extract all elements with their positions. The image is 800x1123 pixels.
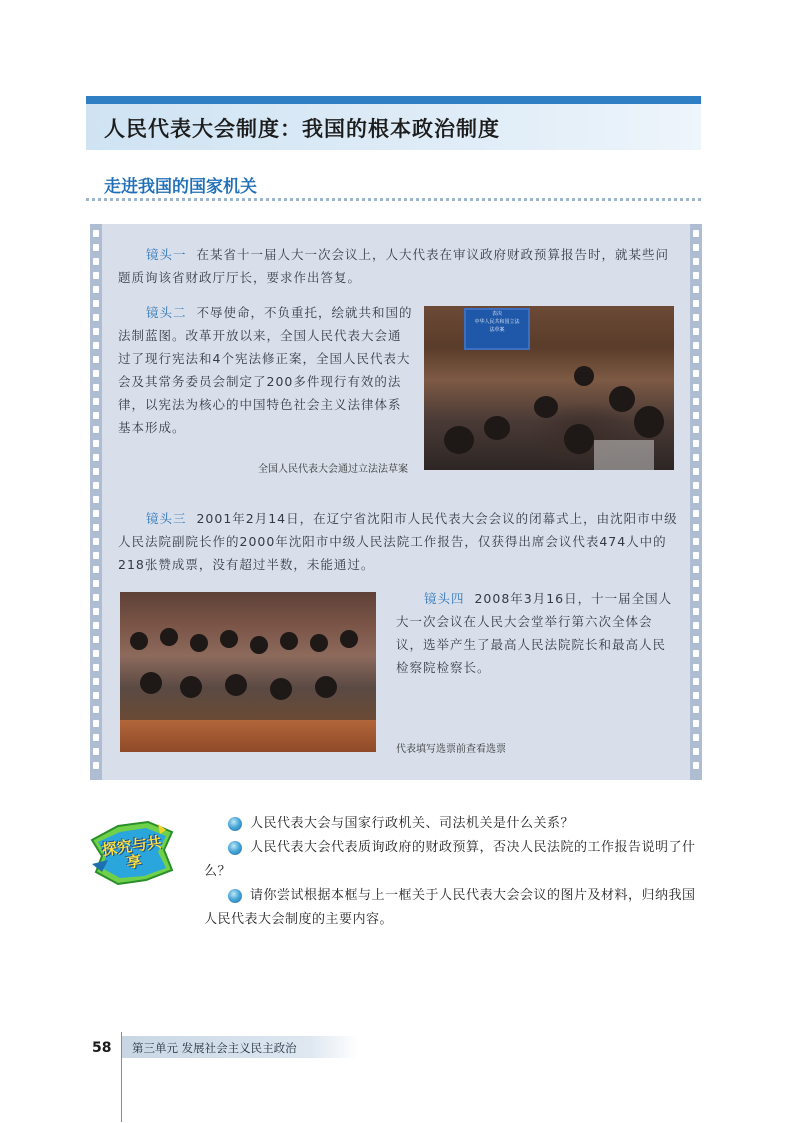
film-sprocket-hole [93, 384, 99, 391]
film-sprocket-hole [93, 496, 99, 503]
photo-1-caption: 全国人民代表大会通过立法法草案 [258, 464, 408, 475]
film-sprocket-hole [93, 734, 99, 741]
film-sprocket-hole [693, 314, 699, 321]
film-sprocket-hole [93, 468, 99, 475]
photo-2-caption: 代表填写选票前查看选票 [396, 744, 506, 755]
film-sprocket-hole [693, 692, 699, 699]
film-sprocket-hole [693, 678, 699, 685]
film-sprocket-hole [693, 426, 699, 433]
film-strip-left [90, 224, 102, 780]
film-sprocket-hole [693, 244, 699, 251]
film-sprocket-hole [693, 622, 699, 629]
shot-3-label: 镜头三 [146, 511, 187, 526]
film-sprocket-hole [93, 258, 99, 265]
question-3: 请你尝试根据本框与上一框关于人民代表大会会议的图片及材料，归纳我国人民代表大会制度的主要内容。 [204, 888, 696, 927]
shot-3 [118, 507, 678, 576]
film-sprocket-hole [93, 608, 99, 615]
film-sprocket-hole [693, 524, 699, 531]
shot-1 [118, 243, 678, 289]
header-stripe [86, 96, 701, 104]
film-sprocket-hole [93, 566, 99, 573]
film-sprocket-hole [693, 272, 699, 279]
section-title: 走进我国的国家机关 [104, 177, 257, 197]
film-sprocket-hole [93, 398, 99, 405]
film-sprocket-hole [93, 370, 99, 377]
film-sprocket-hole [693, 258, 699, 265]
photo-voting-screen: 表决 中华人民共和国立法 法草案 [464, 308, 530, 350]
shot-4 [396, 587, 678, 679]
film-sprocket-hole [93, 622, 99, 629]
dotted-divider [86, 198, 701, 201]
film-sprocket-hole [93, 286, 99, 293]
question-2: 人民代表大会代表质询政府的财政预算，否决人民法院的工作报告说明了什么？ [204, 840, 696, 879]
film-sprocket-hole [693, 734, 699, 741]
film-sprocket-hole [693, 748, 699, 755]
film-sprocket-hole [93, 482, 99, 489]
film-sprocket-hole [693, 594, 699, 601]
film-sprocket-hole [693, 650, 699, 657]
shot-2 [118, 301, 414, 439]
film-sprocket-hole [693, 496, 699, 503]
film-sprocket-hole [693, 412, 699, 419]
film-sprocket-hole [93, 426, 99, 433]
film-sprocket-hole [93, 720, 99, 727]
shot-2-label: 镜头二 [146, 305, 187, 320]
film-sprocket-hole [693, 328, 699, 335]
photo-deputies-checking-ballots [120, 592, 376, 752]
film-sprocket-hole [93, 678, 99, 685]
badge-text: 探究与共享 [100, 832, 163, 872]
film-sprocket-hole [93, 692, 99, 699]
film-sprocket-hole [93, 706, 99, 713]
film-strip-right [690, 224, 702, 780]
film-sprocket-hole [93, 552, 99, 559]
film-sprocket-hole [693, 706, 699, 713]
shot-4-text: 2008年3月16日，十一届全国人大一次会议在人民大会堂举行第六次全体会议，选举产生了最高人民法院院长和最高人民检察院检察长。 [396, 591, 673, 675]
film-sprocket-hole [693, 664, 699, 671]
film-sprocket-hole [693, 398, 699, 405]
film-sprocket-hole [693, 454, 699, 461]
film-sprocket-hole [93, 664, 99, 671]
film-sprocket-hole [693, 370, 699, 377]
film-sprocket-hole [693, 636, 699, 643]
film-sprocket-hole [693, 440, 699, 447]
film-sprocket-hole [93, 440, 99, 447]
shot-4-label: 镜头四 [424, 591, 465, 606]
shot-3-text: 2001年2月14日，在辽宁省沈阳市人民代表大会会议的闭幕式上，由沈阳市中级人民法院副院长作的2000年沈阳市中级人民法院工作报告，仅获得出席会议代表474人中的218张赞成票，没有超过半数，未能通过。 [118, 511, 678, 572]
film-sprocket-hole [93, 412, 99, 419]
film-sprocket-hole [93, 538, 99, 545]
film-sprocket-hole [93, 762, 99, 769]
film-sprocket-hole [93, 300, 99, 307]
film-sprocket-hole [93, 636, 99, 643]
photo-npc-vote-legislation-law [424, 306, 674, 470]
page-title: 人民代表大会制度：我国的根本政治制度 [104, 116, 500, 141]
photo-desk [120, 720, 376, 752]
shot-1-label: 镜头一 [146, 247, 187, 262]
film-sprocket-hole [693, 608, 699, 615]
unit-title: 第三单元 发展社会主义民主政治 [132, 1041, 297, 1055]
explore-share-badge [88, 820, 176, 888]
film-sprocket-hole [693, 580, 699, 587]
film-sprocket-hole [693, 230, 699, 237]
film-sprocket-hole [93, 580, 99, 587]
film-sprocket-hole [93, 356, 99, 363]
film-sprocket-hole [693, 342, 699, 349]
film-sprocket-hole [93, 748, 99, 755]
film-sprocket-hole [693, 720, 699, 727]
film-sprocket-hole [93, 342, 99, 349]
film-sprocket-hole [93, 314, 99, 321]
film-sprocket-hole [693, 356, 699, 363]
shot-1-text: 在某省十一届人大一次会议上，人大代表在审议政府财政预算报告时，就某些问题质询该省财政厅厅长，要求作出答复。 [118, 247, 669, 285]
film-sprocket-hole [93, 594, 99, 601]
film-sprocket-hole [693, 384, 699, 391]
film-sprocket-hole [93, 328, 99, 335]
film-sprocket-hole [693, 468, 699, 475]
film-sprocket-hole [93, 230, 99, 237]
film-sprocket-hole [93, 244, 99, 251]
film-sprocket-hole [693, 538, 699, 545]
film-sprocket-hole [693, 286, 699, 293]
page-number: 58 [92, 1040, 112, 1056]
film-sprocket-hole [693, 482, 699, 489]
film-sprocket-hole [93, 454, 99, 461]
film-sprocket-hole [93, 272, 99, 279]
film-sprocket-hole [93, 650, 99, 657]
film-sprocket-hole [693, 300, 699, 307]
question-1: 人民代表大会与国家行政机关、司法机关是什么关系？ [250, 816, 575, 831]
question-bullet-icon [228, 817, 242, 831]
film-sprocket-hole [693, 510, 699, 517]
film-sprocket-hole [93, 510, 99, 517]
film-sprocket-hole [93, 524, 99, 531]
film-sprocket-hole [693, 762, 699, 769]
film-sprocket-hole [693, 552, 699, 559]
shot-2-text: 不辱使命，不负重托，绘就共和国的法制蓝图。改革开放以来，全国人民代表大会通过了现行宪法和4个宪法修正案，全国人民代表大会及其常务委员会制定了200多件现行有效的法律，以宪法为核心的中国特色社会主义法律体系基本形成。 [118, 305, 413, 435]
film-sprocket-hole [693, 566, 699, 573]
